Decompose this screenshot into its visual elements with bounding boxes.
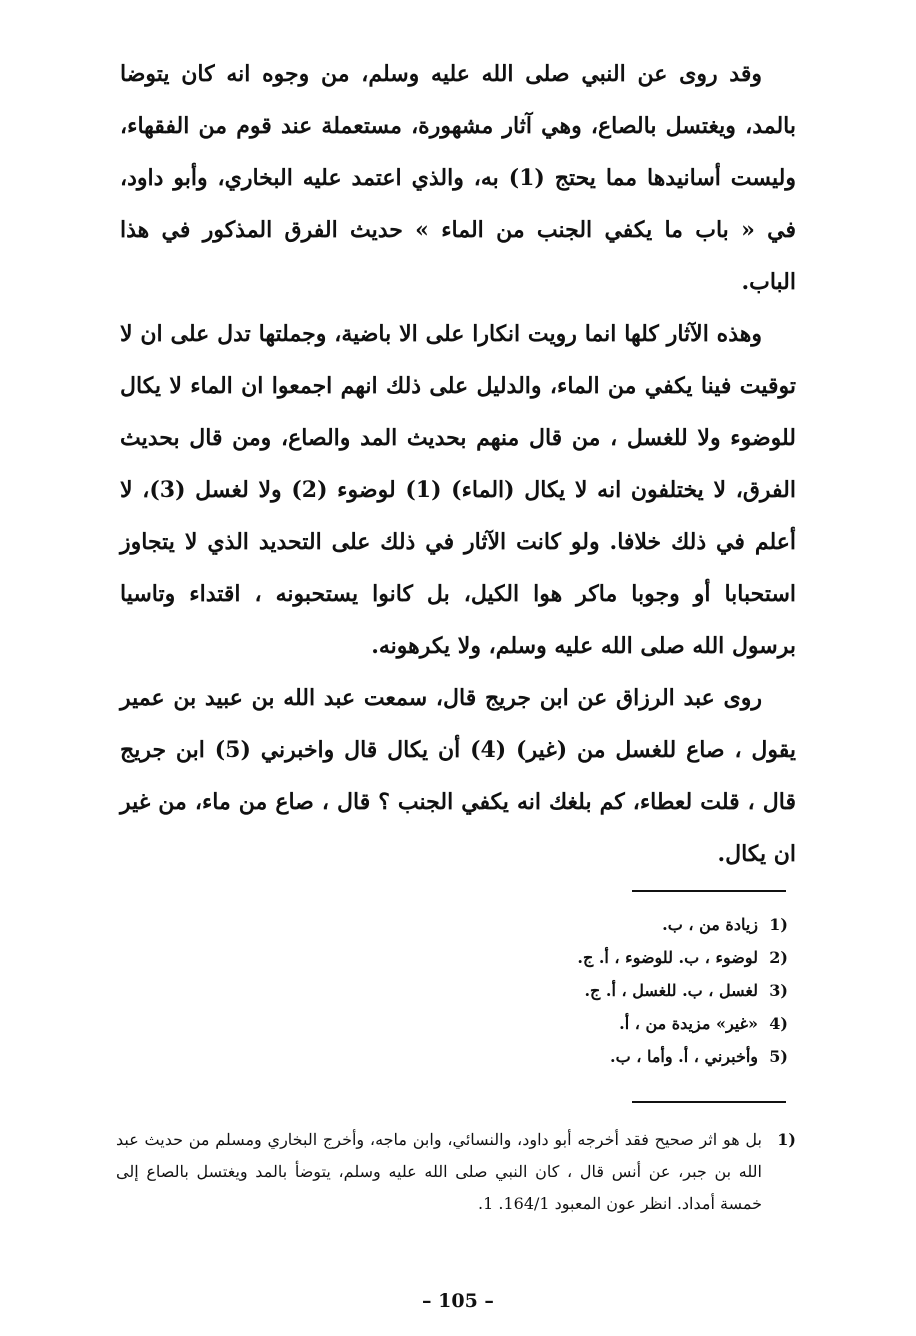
variant-note xyxy=(577,908,788,941)
editor-footnote xyxy=(116,1124,796,1220)
footnote-separator xyxy=(632,1101,786,1103)
variant-note xyxy=(577,1040,788,1073)
footnote-separator xyxy=(632,890,786,892)
footnote-text: بل هو اثر صحيح فقد أخرجه أبو داود، والنسائي، وابن ماجه، وأخرج البخاري ومسلم من حديث عبد الله بن جبر، عن أنس قال ، كان النبي صلى الله عليه وسلم، يتوضأ بالمد ويغتسل بالصاع إلى خمسة أمداد. انظر عون المعبود 164/1. 1. xyxy=(116,1130,762,1213)
note-text: وأخبرني ، أ. وأما ، ب. xyxy=(610,1047,758,1066)
variant-note xyxy=(577,974,788,1007)
paragraph: وقد روى عن النبي صلى الله عليه وسلم، من وجوه انه كان يتوضا بالمد، ويغتسل بالصاع، وهي آثار مشهورة، مستعملة عند قوم من الفقهاء، وليست أسانيدها مما يحتج (1) به، والذي اعتمد عليه البخاري، وأبو داود، في « باب ما يكفي الجنب من الماء » حديث الفرق المذكور في هذا الباب. xyxy=(120,61,796,295)
note-number: (2 xyxy=(769,948,788,967)
footnote-number: (1 xyxy=(777,1130,796,1149)
main-text xyxy=(120,48,796,880)
paragraph: وهذه الآثار كلها انما رويت انكارا على الا باضية، وجملتها تدل على ان لا توقيت فينا يكفي من الماء، والدليل على ذلك انهم اجمعوا ان الماء لا يكال للوضوء ولا للغسل ، من قال منهم بحديث المد والصاع، ومن قال بحديث الفرق، لا يختلفون انه لا يكال (الماء) (1) لوضوء (2) ولا لغسل (3)، لا أعلم في ذلك خلافا. ولو كانت الآثار في ذلك على التحديد الذي لا يتجاوز استحبابا أو وجوبا ماكر هوا الكيل، بل كانوا يستحبونه ، اقتداء وتاسيا برسول الله صلى الله عليه وسلم، ولا يكرهونه. xyxy=(120,321,796,659)
note-number: (3 xyxy=(769,981,788,1000)
note-text: زيادة من ، ب. xyxy=(662,915,758,934)
variant-notes xyxy=(577,908,788,1073)
note-text: «غير» مزيدة من ، أ. xyxy=(619,1014,758,1033)
page-number: – 105 – xyxy=(422,1290,494,1312)
note-text: لوضوء ، ب. للوضوء ، أ. ج. xyxy=(577,948,758,967)
note-number: (5 xyxy=(769,1047,788,1066)
note-number: (1 xyxy=(769,915,788,934)
note-text: لغسل ، ب. للغسل ، أ. ج. xyxy=(584,981,758,1000)
variant-note xyxy=(577,941,788,974)
variant-note xyxy=(577,1007,788,1040)
paragraph: روى عبد الرزاق عن ابن جريج قال، سمعت عبد الله بن عبيد بن عمير يقول ، صاع للغسل من (غير) (4) أن يكال قال واخبرني (5) ابن جريج قال ، قلت لعطاء، كم بلغك انه يكفي الجنب ؟ قال ، صاع من ماء، من غير ان يكال. xyxy=(120,685,796,867)
note-number: (4 xyxy=(769,1014,788,1033)
